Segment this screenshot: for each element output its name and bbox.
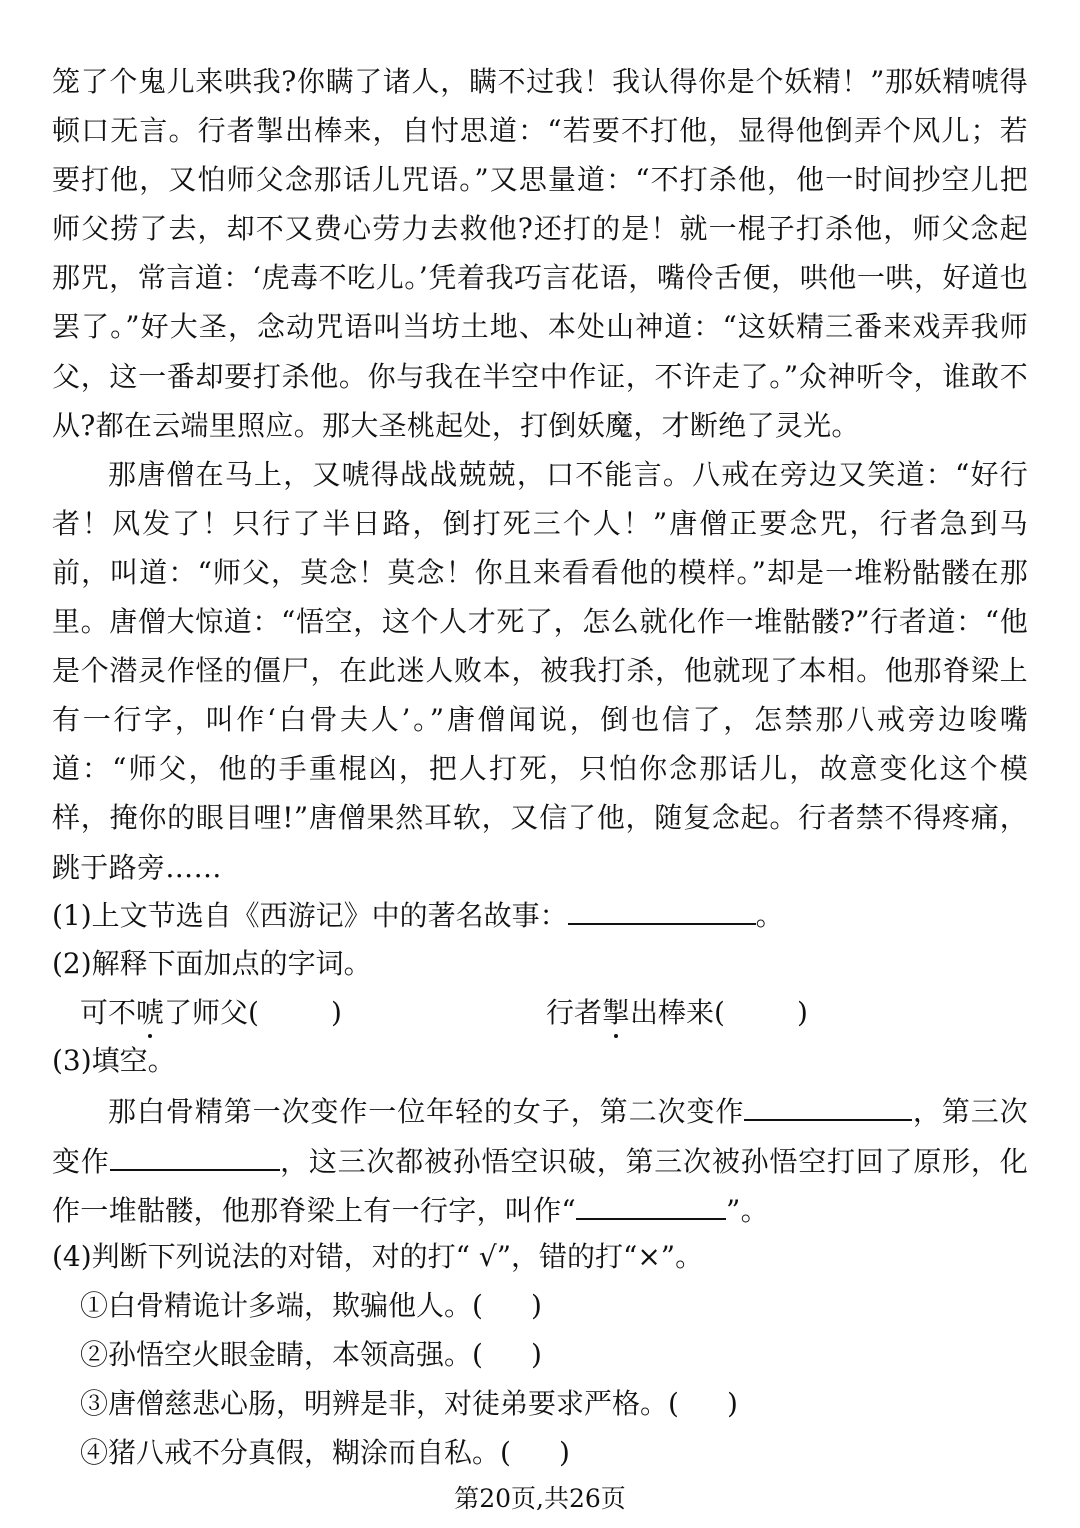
judgement-text-2: ②孙悟空火眼金睛，本领高强。(: [80, 1338, 483, 1371]
dotted-char-1: 唬: [136, 993, 164, 1033]
question-1-text: (1)上文节选自《西游记》中的著名故事：: [52, 899, 568, 932]
judgement-text-3: ③唐僧慈悲心肠，明辨是非，对徒弟要求严格。(: [80, 1387, 679, 1420]
page-number: 第20页,共26页: [454, 1484, 626, 1513]
judgement-item-1: [80, 1286, 1056, 1326]
fill-blank-2[interactable]: [110, 1141, 280, 1171]
dotted-char-2: 掣: [602, 993, 630, 1033]
judgement-item-2: [80, 1335, 1056, 1375]
judgement-text-1: ①白骨精诡计多端，欺骗他人。(: [80, 1289, 483, 1322]
question-2-item-2: [546, 993, 876, 1033]
judgement-close-1: ): [530, 1289, 542, 1322]
fill-text-a: 那白骨精第一次变作一位年轻的女子，第二次变作: [108, 1095, 745, 1128]
fill-text-b: ，第三次变作: [52, 1095, 1029, 1178]
passage-paragraph-1: 笼了个鬼儿来哄我?你瞒了诸人，瞒不过我！我认得你是个妖精！”那妖精唬得顿口无言。行者掣出棒来，自忖思道：“若要不打他，显得他倒弄个风儿；若要打他，又怕师父念那话儿咒语。”又思量道：“不打杀他，他一时间抄空儿把师父捞了去，却不又费心劳力去救他?还打的是！就一棍子打杀他，师父念起那咒，常言道：‘虎毒不吃儿。’凭着我巧言花语，嘴伶舌便，哄他一哄，好道也罢了。”好大圣，念动咒语叫当坊土地、本处山神道：“这妖精三番来戏弄我师父，这一番却要打杀他。你与我在半空中作证，不许走了。”众神听令，谁敢不从?都在云端里照应。那大圣桃起处，打倒妖魔，才断绝了灵光。: [52, 65, 1028, 442]
item-2-prefix: 行者: [546, 996, 603, 1029]
question-2: (2)解释下面加点的字词。: [52, 947, 372, 980]
judgement-close-2: ): [530, 1338, 542, 1371]
fill-blank-3[interactable]: [576, 1190, 726, 1220]
item-1-text: 了师父(: [164, 996, 259, 1029]
fill-text-c: ，这三次都被孙悟空识破，第三次被孙悟空打回了原形，化作一堆骷髅，他那脊梁上有一行字，叫作“: [52, 1144, 1028, 1227]
fill-text-d: ”。: [726, 1194, 769, 1227]
question-1-suffix: 。: [755, 899, 784, 932]
passage-paragraph-2: 那唐僧在马上，又唬得战战兢兢，口不能言。八戒在旁边又笑道：“好行者！风发了！只行了半日路，倒打死三个人！”唐僧正要念咒，行者急到马前，叫道：“师父，莫念！莫念！你且来看看他的模样。”却是一堆粉骷髅在那里。唐僧大惊道：“悟空，这个人才死了，怎么就化作一堆骷髅?”行者道：“他是个潜灵作怪的僵尸，在此迷人败本，被我打杀，他就现了本相。他那脊梁上有一行字，叫作‘白骨夫人’。”唐僧闻说，倒也信了，怎禁那八戒旁边唆嘴道：“师父，他的手重棍凶，把人打死，只怕你念那话儿，故意变化这个模样，掩你的眼目哩!”唐僧果然耳软，又信了他，随复念起。行者禁不得疼痛，跳于路旁……: [52, 457, 1028, 884]
question-4: (4)判断下列说法的对错，对的打“ √”，错的打“×”。: [52, 1240, 704, 1273]
item-1-close: ): [330, 996, 342, 1029]
question-2-item-1: [80, 993, 410, 1033]
question-3-fill-paragraph: [52, 1087, 1028, 1236]
judgement-close-4: ): [558, 1436, 570, 1469]
judgement-item-4: [80, 1433, 1056, 1473]
fill-blank-1[interactable]: [744, 1091, 912, 1121]
question-1: [52, 895, 1028, 936]
item-2-text: 出棒来(: [630, 996, 725, 1029]
question-1-blank[interactable]: [568, 895, 756, 925]
judgement-item-3: [80, 1384, 1056, 1424]
item-1-prefix: 可不: [80, 996, 137, 1029]
item-2-close: ): [796, 996, 808, 1029]
passage: [52, 57, 1028, 892]
judgement-close-3: ): [726, 1387, 738, 1420]
question-3: (3)填空。: [52, 1044, 176, 1077]
judgement-text-4: ④猪八戒不分真假，糊涂而自私。(: [80, 1436, 511, 1469]
